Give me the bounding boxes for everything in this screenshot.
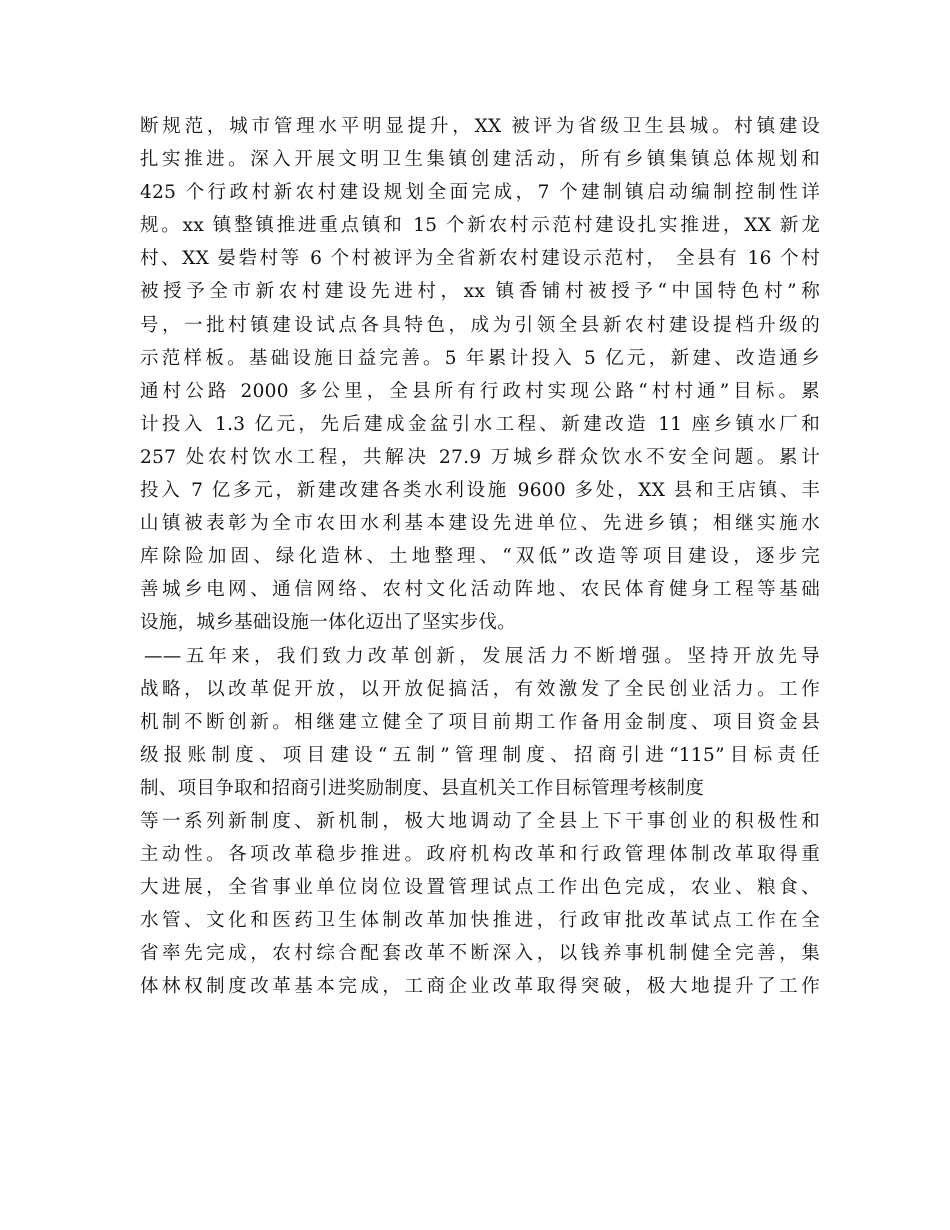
text-line: 号，一批村镇建设试点各具特色，成为引领全县新农村建设提档升级的 [140,314,820,336]
text-line: 设施，城乡基础设施一体化迈出了坚实步伐。 [140,612,517,634]
text-line: 库除险加固、绿化造林、土地整理、“双低”改造等项目建设，逐步完 [140,546,820,568]
text-line: 257 处农村饮水工程，共解决 27.9 万城乡群众饮水不安全问题。累计 [140,446,820,468]
paragraph-1 [140,110,820,640]
text-line: 水管、文化和医药卫生体制改革加快推进，行政审批改革试点工作在全 [140,910,820,932]
text-line: 扎实推进。深入开展文明卫生集镇创建活动，所有乡镇集镇总体规划和 [140,149,820,171]
text-line: 规。xx 镇整镇推进重点镇和 15 个新农村示范村建设扎实推进，XX 新龙 [140,215,820,237]
text-line: 被授予全市新农村建设先进村，xx 镇香铺村被授予“中国特色村”称 [140,281,820,303]
text-line: 战略，以改革促开放，以开放促搞活，有效激发了全民创业活力。工作 [140,678,820,700]
text-line: 示范样板。基础设施日益完善。5 年累计投入 5 亿元，新建、改造通乡 [140,347,820,369]
text-line: 等一系列新制度、新机制，极大地调动了全县上下干事创业的积极性和 [140,810,820,832]
paragraph-2 [140,640,820,1004]
text-line: 大进展，全省事业单位岗位设置管理试点工作出色完成，农业、粮食、 [140,877,820,899]
text-line: 计投入 1.3 亿元，先后建成金盆引水工程、新建改造 11 座乡镇水厂和 [140,413,820,435]
text-line: 村、XX 晏砦村等 6 个村被评为全省新农村建设示范村， 全县有 16 个村 [140,248,820,270]
text-line: 级报账制度、项目建设“五制”管理制度、招商引进“115”目标责任 [140,744,820,766]
text-line: 主动性。各项改革稳步推进。政府机构改革和行政管理体制改革取得重 [140,844,820,866]
text-line: 体林权制度改革基本完成，工商企业改革取得突破，极大地提升了工作 [140,976,820,998]
text-line: 制、项目争取和招商引进奖励制度、县直机关工作目标管理考核制度 [140,777,705,799]
body-text [140,110,820,1004]
text-line: 断规范，城市管理水平明显提升，XX 被评为省级卫生县城。村镇建设 [140,116,820,137]
text-line: 善城乡电网、通信网络、农村文化活动阵地、农民体育健身工程等基础 [140,579,820,601]
text-line: 山镇被表彰为全市农田水利基本建设先进单位、先进乡镇；相继实施水 [140,513,820,535]
text-line: 省率先完成，农村综合配套改革不断深入，以钱养事机制健全完善，集 [140,943,820,965]
text-line: ——五年来，我们致力改革创新，发展活力不断增强。坚持开放先导 [144,645,820,667]
text-line: 机制不断创新。相继建立健全了项目前期工作备用金制度、项目资金县 [140,711,820,733]
text-line: 投入 7 亿多元，新建改建各类水利设施 9600 多处，XX 县和王店镇、丰 [140,480,820,502]
text-line: 通村公路 2000 多公里，全县所有行政村实现公路“村村通”目标。累 [140,380,820,402]
text-line: 425 个行政村新农村建设规划全面完成，7 个建制镇启动编制控制性详 [140,182,820,204]
